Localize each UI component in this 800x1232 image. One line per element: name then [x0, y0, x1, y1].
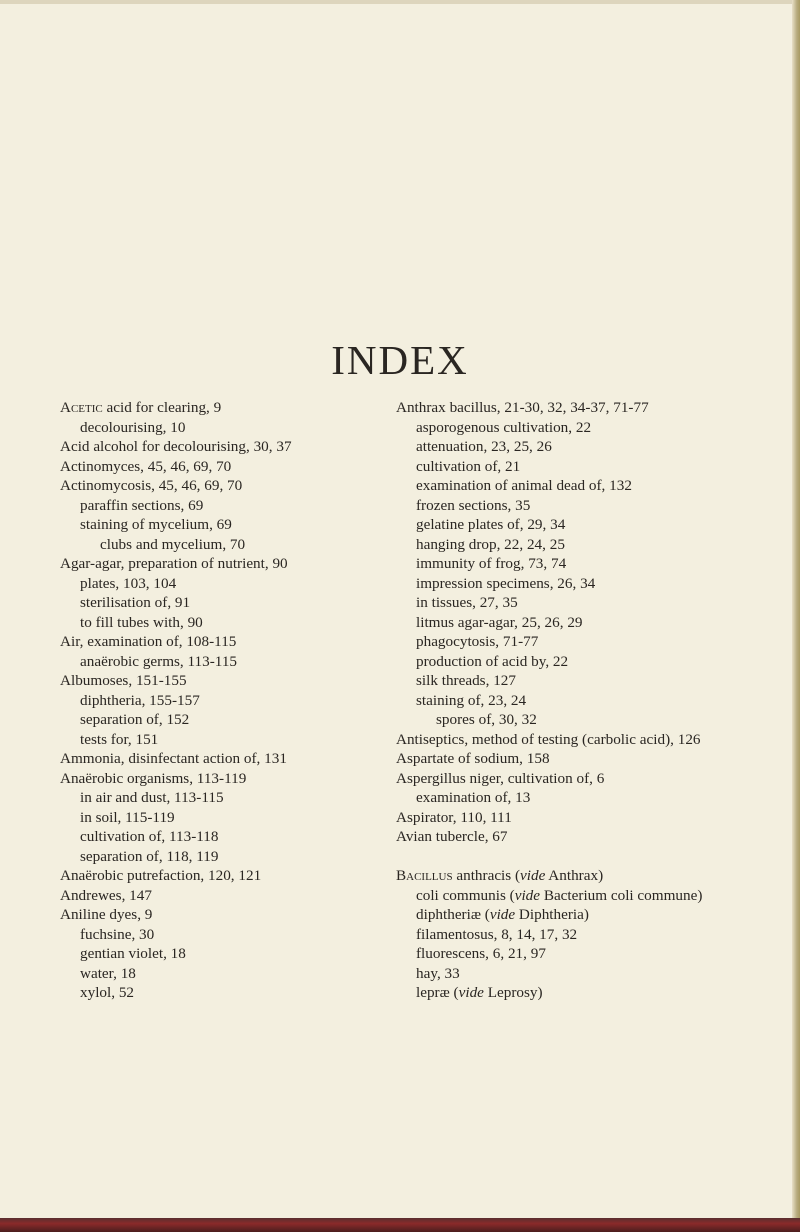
page-binding-edge — [0, 1218, 800, 1232]
index-subentry: silk threads, 127 — [416, 672, 516, 689]
index-subentry: lepræ (vide Leprosy) — [416, 984, 543, 1001]
index-entry: Aniline dyes, 9 — [60, 906, 153, 923]
index-subentry: water, 18 — [80, 964, 136, 982]
index-subentry: cultivation of, 21 — [416, 457, 521, 475]
index-subentry: diphtheriæ (vide Diphtheria) — [416, 906, 589, 923]
index-subentry: in tissues, 27, 35 — [416, 594, 518, 611]
index-entry: Agar-agar, preparation of nutrient, 90 — [60, 555, 288, 572]
index-column-left — [60, 398, 360, 1003]
index-entry: Aspartate of sodium, 158 — [396, 750, 550, 767]
index-subentry: diphtheria, 155-157 — [80, 691, 200, 709]
index-subentry: xylol, 52 — [80, 984, 135, 1001]
index-entry: Air, examination of, 108-115 — [60, 633, 237, 650]
page-edge-top — [0, 0, 800, 4]
index-subentry: paraffin sections, 69 — [80, 496, 204, 514]
index-subentry: immunity of frog, 73, 74 — [416, 555, 567, 572]
index-subentry: coli communis (vide Bacterium coli commune) — [416, 886, 703, 904]
index-subentry: gelatine plates of, 29, 34 — [416, 516, 566, 533]
index-entry: Actinomyces, 45, 46, 69, 70 — [60, 457, 232, 475]
index-subentry: plates, 103, 104 — [80, 574, 177, 592]
index-entry: Actinomycosis, 45, 46, 69, 70 — [60, 477, 243, 494]
index-subentry: cultivation of, 113-118 — [80, 828, 219, 845]
index-subentry: fluorescens, 6, 21, 97 — [416, 945, 546, 962]
index-subentry: decolourising, 10 — [80, 418, 186, 436]
index-subentry: in soil, 115-119 — [80, 808, 175, 826]
index-subentry: examination of animal dead of, 132 — [416, 477, 632, 494]
index-entry: Acid alcohol for decolourising, 30, 37 — [60, 438, 292, 455]
page-edge-right — [792, 0, 800, 1232]
index-subentry: spores of, 30, 32 — [436, 711, 537, 728]
index-subentry: clubs and mycelium, 70 — [100, 535, 246, 553]
index-entry: Antiseptics, method of testing (carbolic acid), 126 — [396, 730, 701, 748]
index-subentry: frozen sections, 35 — [416, 496, 531, 514]
index-subentry: staining of, 23, 24 — [416, 691, 527, 709]
index-subentry: attenuation, 23, 25, 26 — [416, 438, 552, 455]
page-title: INDEX — [331, 337, 469, 383]
index-entry: Anthrax bacillus, 21-30, 32, 34-37, 71-77 — [396, 399, 649, 416]
index-entry: Albumoses, 151-155 — [60, 672, 187, 689]
index-column-right — [396, 398, 716, 1003]
index-entry: Andrewes, 147 — [60, 886, 152, 904]
index-subentry: tests for, 151 — [80, 730, 159, 748]
index-entry: Avian tubercle, 67 — [396, 828, 508, 845]
index-subentry: gentian violet, 18 — [80, 945, 186, 962]
index-subentry: separation of, 118, 119 — [80, 847, 219, 865]
index-subentry: examination of, 13 — [416, 789, 531, 806]
index-subentry: litmus agar-agar, 25, 26, 29 — [416, 613, 583, 631]
index-subentry: separation of, 152 — [80, 711, 190, 728]
index-subentry: impression specimens, 26, 34 — [416, 574, 596, 592]
index-subentry: filamentosus, 8, 14, 17, 32 — [416, 925, 578, 943]
index-subentry: asporogenous cultivation, 22 — [416, 418, 592, 436]
index-subentry: in air and dust, 113-115 — [80, 789, 224, 806]
index-section-gap — [396, 847, 716, 867]
index-subentry: to fill tubes with, 90 — [80, 613, 203, 631]
index-subentry: hay, 33 — [416, 964, 460, 982]
index-entry: Bacillus anthracis (vide Anthrax) — [396, 867, 604, 884]
index-subentry: production of acid by, 22 — [416, 652, 569, 670]
index-entry: Acetic acid for clearing, 9 — [60, 399, 222, 416]
index-subentry: hanging drop, 22, 24, 25 — [416, 535, 565, 553]
index-entry: Aspergillus niger, cultivation of, 6 — [396, 769, 605, 787]
index-entry: Anaërobic organisms, 113-119 — [60, 769, 247, 787]
index-entry: Ammonia, disinfectant action of, 131 — [60, 750, 287, 767]
index-subentry: sterilisation of, 91 — [80, 594, 191, 611]
index-entry: Anaërobic putrefaction, 120, 121 — [60, 867, 262, 884]
index-entry: Aspirator, 110, 111 — [396, 808, 512, 826]
index-subentry: anaërobic germs, 113-115 — [80, 652, 238, 670]
index-subentry: fuchsine, 30 — [80, 925, 155, 943]
index-subentry: phagocytosis, 71-77 — [416, 633, 539, 650]
index-subentry: staining of mycelium, 69 — [80, 516, 232, 533]
